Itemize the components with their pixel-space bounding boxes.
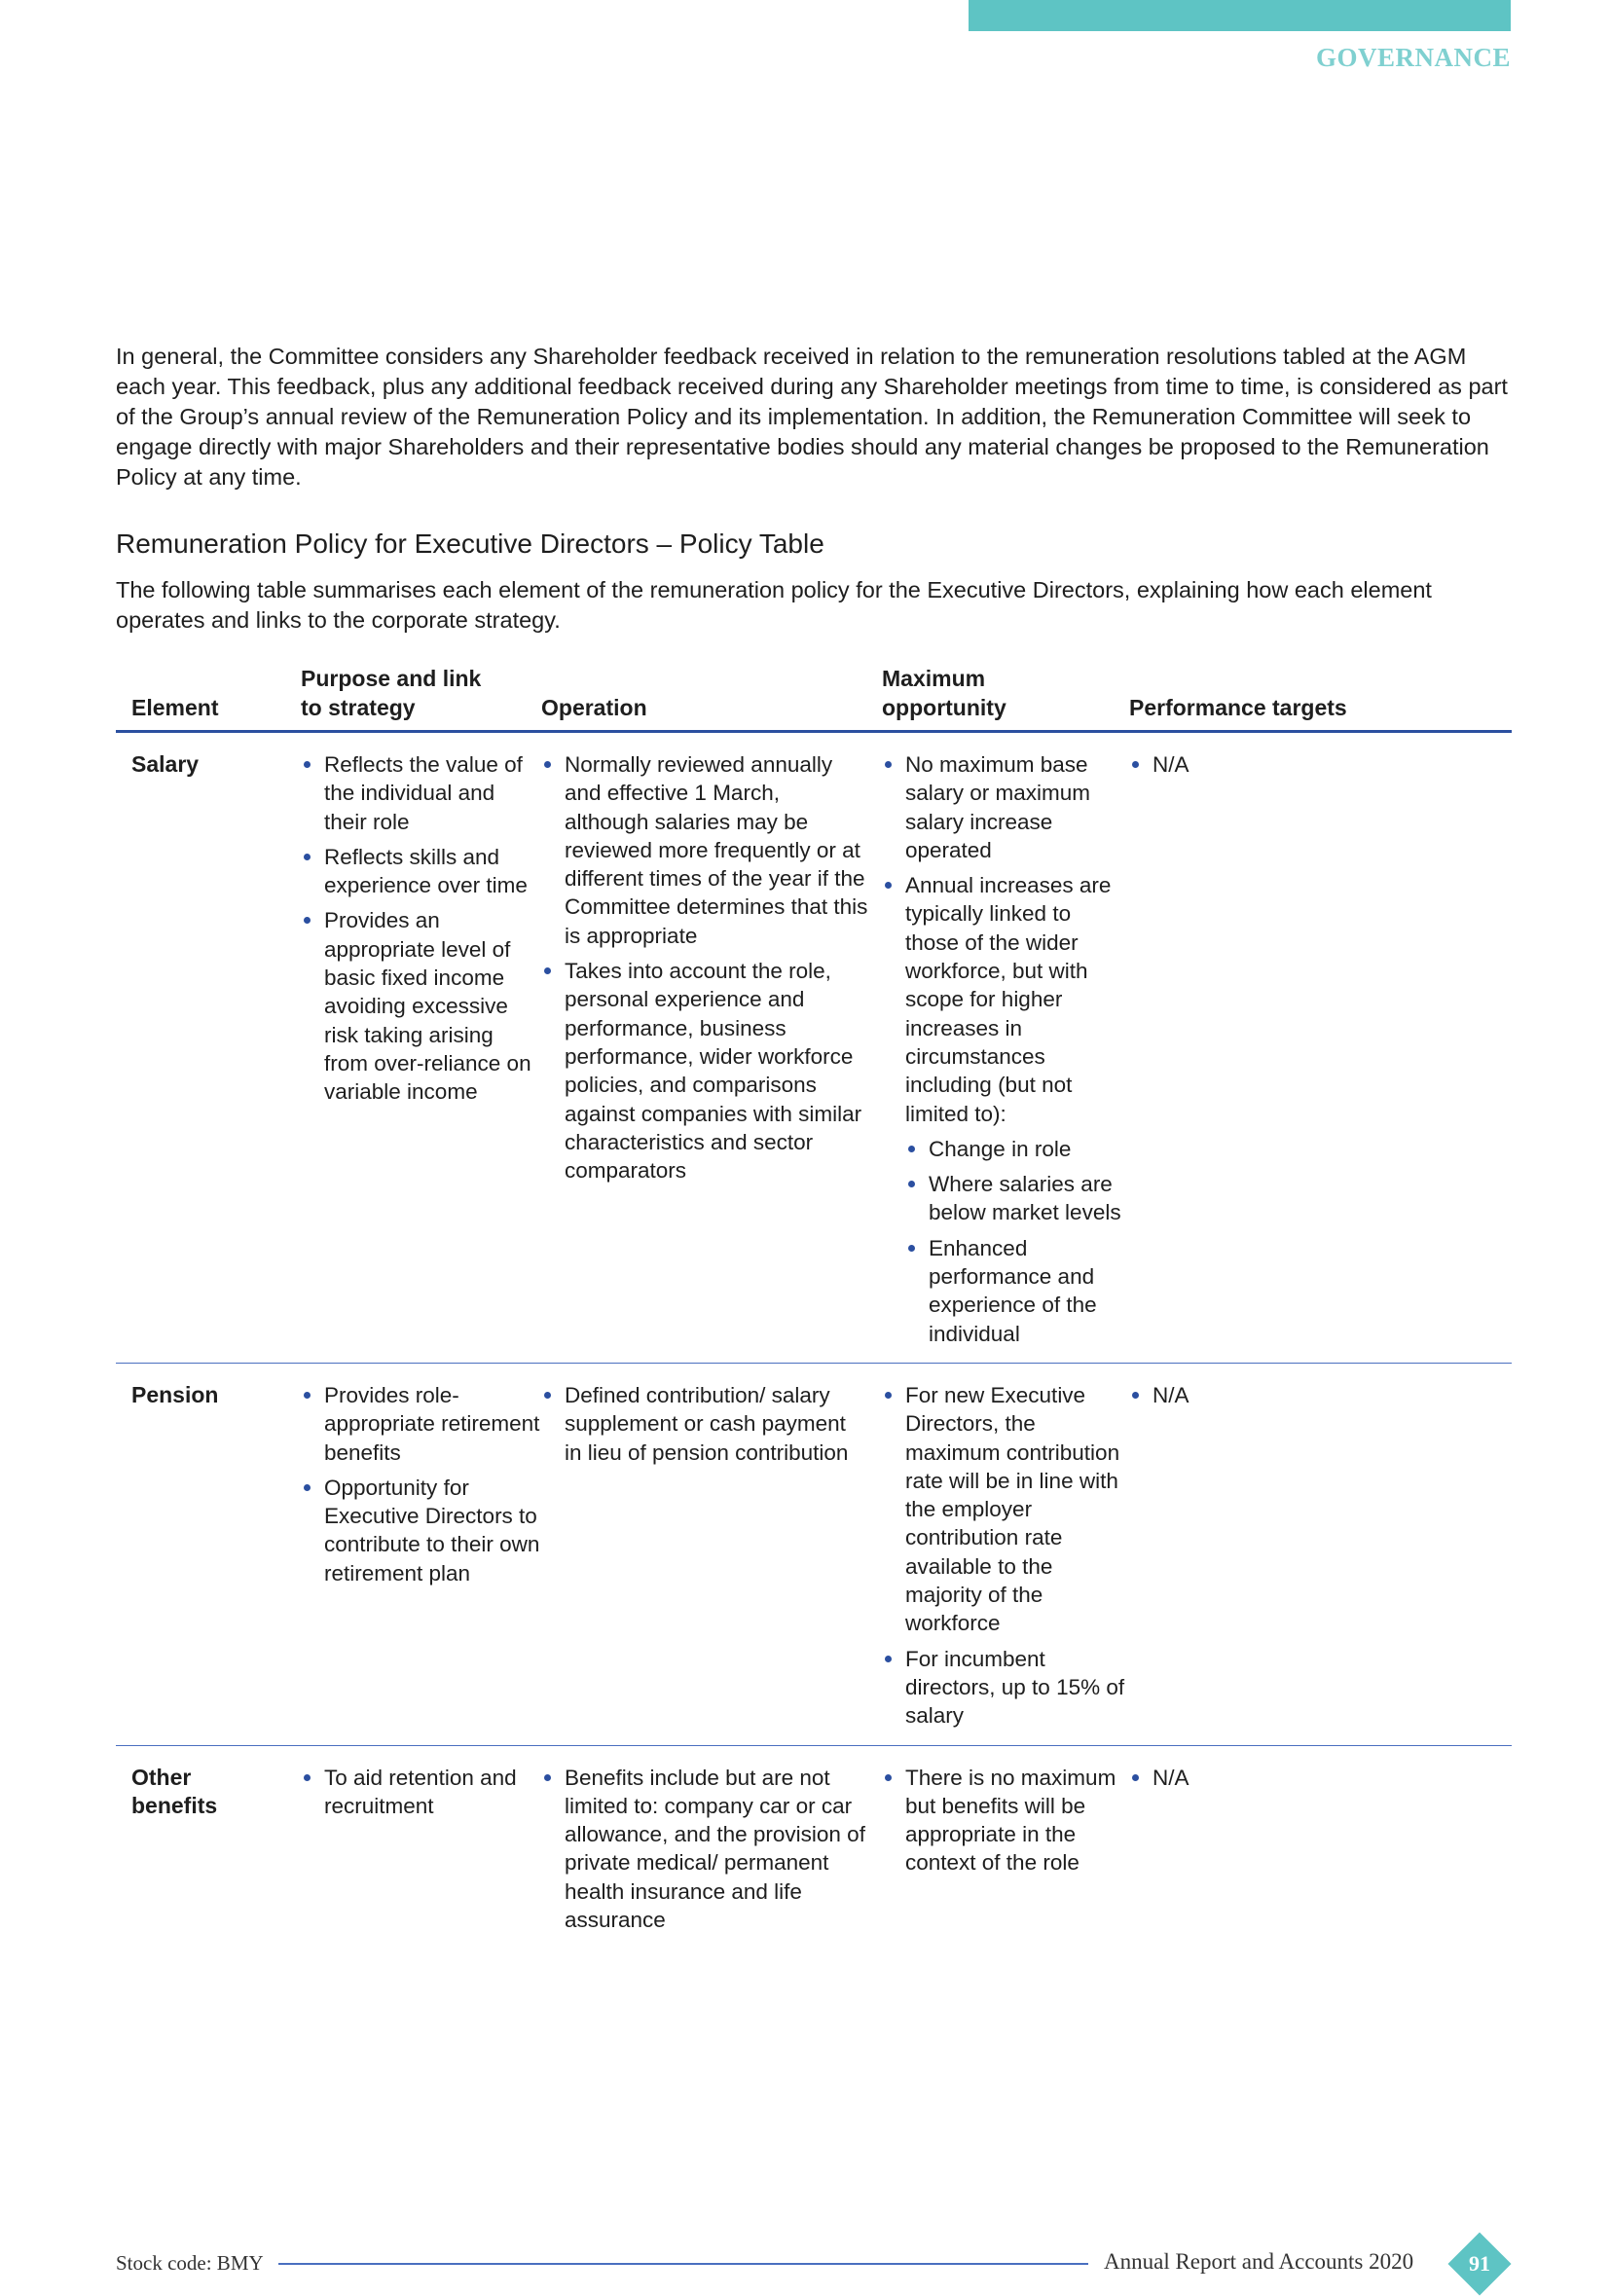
list-item: Normally reviewed annually and effective 1 March, although salaries may be reviewed more frequently or at different times of the year if the Committee determines that this is appropriate (541, 750, 868, 950)
list-item-text: Annual increases are typically linked to those of the wider workforce, but with scope for higher increases in circumstances including (but not limited to): (905, 873, 1112, 1126)
list-item: To aid retention and recruitment (301, 1764, 541, 1821)
purpose-cell (301, 732, 541, 1364)
purpose-cell (301, 1745, 541, 1949)
list-item: Provides an appropriate level of basic fixed income avoiding excessive risk taking arising from over-reliance on variable income (301, 906, 541, 1106)
list-item (882, 871, 1129, 1348)
intro-paragraph: In general, the Committee considers any Shareholder feedback received in relation to the remuneration resolutions tabled at the AGM each year. This feedback, plus any additional feedback received during any Shareholder meetings from time to time, is considered as part of the Group’s annual review of the Remuneration Policy and its implementation. In addition, the Remuneration Committee will seek to engage directly with major Shareholders and their representative bodies should any material changes be proposed to the Remuneration Policy at any time. (116, 344, 1508, 490)
col-header-operation: Operation (541, 665, 882, 732)
element-name: Pension (116, 1363, 301, 1745)
footer-divider (278, 2263, 1088, 2265)
table-row (116, 1363, 1512, 1745)
purpose-cell (301, 1363, 541, 1745)
table-header-row (116, 665, 1512, 732)
list-item: Opportunity for Executive Directors to contribute to their own retirement plan (301, 1474, 541, 1587)
table-row (116, 732, 1512, 1364)
col-header-maximum: Maximum opportunity (882, 665, 1129, 732)
list-item: N/A (1129, 750, 1512, 779)
operation-cell (541, 1363, 882, 1745)
footer-stock-code: Stock code: BMY (116, 2251, 264, 2275)
element-name: Salary (116, 732, 301, 1364)
policy-table (116, 665, 1512, 1949)
performance-cell (1129, 1363, 1512, 1745)
operation-cell (541, 732, 882, 1364)
col-header-performance: Performance targets (1129, 665, 1512, 732)
list-item: No maximum base salary or maximum salary increase operated (882, 750, 1129, 864)
operation-cell (541, 1745, 882, 1949)
section-lead: The following table summarises each element of the remuneration policy for the Executive Directors, explaining how each element operates and links to the corporate strategy. (116, 577, 1432, 633)
list-item: Reflects the value of the individual and their role (301, 750, 541, 836)
performance-cell (1129, 1745, 1512, 1949)
footer-report-title: Annual Report and Accounts 2020 (1104, 2249, 1414, 2274)
element-name: Other benefits (131, 1764, 218, 1818)
sub-list-item: Enhanced performance and experience of the individual (905, 1234, 1129, 1348)
col-header-purpose: Purpose and link to strategy (301, 665, 541, 732)
table-row (116, 1745, 1512, 1949)
maximum-cell (882, 732, 1129, 1364)
section-heading: Remuneration Policy for Executive Directors – Policy Table (116, 528, 824, 559)
list-item: There is no maximum but benefits will be appropriate in the context of the role (882, 1764, 1129, 1877)
list-item: N/A (1129, 1381, 1512, 1409)
page-number-badge (1447, 2232, 1512, 2296)
list-item: Takes into account the role, personal experience and performance, business performance, wider workforce policies, and comparisons against companies with similar characteristics and sector comparators (541, 957, 868, 1184)
list-item: For new Executive Directors, the maximum contribution rate will be in line with the employer contribution rate available to the majority of the workforce (882, 1381, 1129, 1638)
header-accent-bar (969, 0, 1511, 31)
sub-list-item: Where salaries are below market levels (905, 1170, 1129, 1227)
page-number: 91 (1469, 2251, 1490, 2276)
list-item: Provides role-appropriate retirement benefits (301, 1381, 541, 1467)
list-item: Benefits include but are not limited to: company car or car allowance, and the provision of private medical/ permanent health insurance and life assurance (541, 1764, 868, 1935)
sub-list-item: Change in role (905, 1135, 1129, 1163)
maximum-cell (882, 1745, 1129, 1949)
list-item: Reflects skills and experience over time (301, 843, 541, 900)
col-header-element: Element (116, 665, 301, 732)
performance-cell (1129, 732, 1512, 1364)
list-item: For incumbent directors, up to 15% of salary (882, 1645, 1129, 1731)
section-label: GOVERNANCE (1315, 43, 1511, 72)
list-item: N/A (1129, 1764, 1512, 1792)
maximum-cell (882, 1363, 1129, 1745)
list-item: Defined contribution/ salary supplement or cash payment in lieu of pension contribution (541, 1381, 868, 1467)
